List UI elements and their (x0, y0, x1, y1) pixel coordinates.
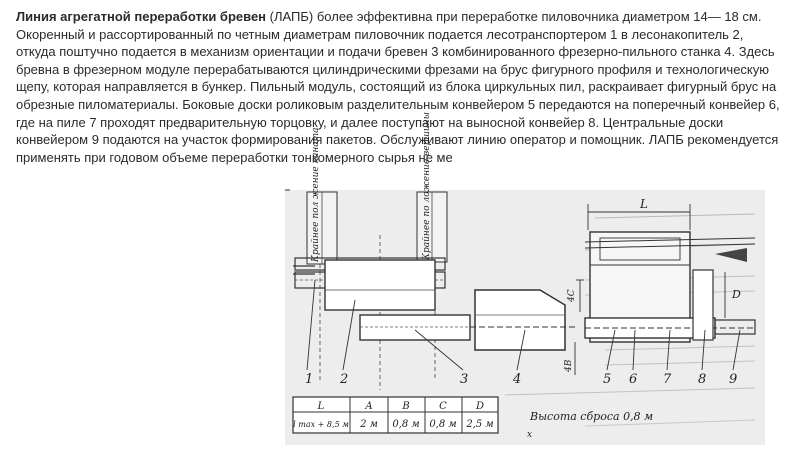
dim-label-l: L (640, 197, 648, 211)
line-scheme-figure (285, 112, 765, 445)
vertical-label-1: Крайнее пол жение каната (311, 127, 321, 262)
dimension-table (293, 397, 498, 433)
dim-label-d: D (732, 288, 741, 301)
table-header-c: C (439, 401, 447, 412)
table-row-label: l max + 8,5 м (293, 420, 349, 429)
drop-height-note: Высота сброса 0,8 м (530, 410, 654, 423)
table-value-b: 0,8 м (392, 419, 420, 430)
table-header-d: D (475, 401, 485, 412)
description-paragraph (16, 8, 784, 166)
part-number-2: 2 (340, 372, 349, 387)
table-value-d: 2,5 м (466, 419, 494, 430)
part-number-6: 6 (629, 372, 638, 387)
paragraph-body: (ЛАПБ) более эффективна при переработке пиловочника диаметром 14— 18 см. Окоренный и рассортированный по четным диаметрам пиловочник подается лесотранспортером 1 в лесонакопитель 2, откуда поштучно подается в механизм ориентации и подачи бревен 3 комбинированного фрезерно-пильного станка 4. Здесь бревна в фрезерном модуле перерабатываются цилиндрическими фрезами на брус фигурного профиля и технологическую щепу, которая направляется в бункер. Пильный модуль, состоящий из блока циркульных пил, раскраивает фигурный брус на обрезные пиломатериалы. Боковые доски роликовым разделительным конвейером 5 передаются на поперечный конвейер 6, где на пиле 7 проходят предварительную торцовку, и далее поступают на выносной конвейер 8. Центральные доски конвейером 9 подаются на участок формирования пакетов. Обслуживают линию оператор и помощник. ЛАПБ рекомендуется применять при годовом объеме переработки тонкомерного сырья не ме (16, 9, 780, 165)
table-value-a: 2 м (360, 419, 378, 430)
dim-label-4c: 4C (567, 289, 577, 302)
dimension-d (725, 272, 741, 318)
output-section (585, 232, 755, 342)
table-header-l: L (317, 401, 325, 412)
part-number-1: 1 (305, 372, 314, 387)
part-number-4: 4 (513, 372, 522, 387)
part-numbers (305, 372, 737, 387)
saw-blade-icon (715, 248, 747, 262)
line-scheme-drawing (285, 112, 765, 445)
table-header-b: B (402, 401, 410, 412)
part-number-9: 9 (729, 372, 738, 387)
table-value-c: 0,8 м (429, 419, 457, 430)
dim-label-4b: 4B (564, 359, 574, 372)
paragraph-bold-title: Линия агрегатной переработки бревен (16, 9, 267, 24)
part-number-3: 3 (460, 372, 469, 387)
part-number-7: 7 (663, 372, 672, 387)
part-number-8: 8 (698, 372, 707, 387)
dimension-4c (567, 280, 584, 312)
orientation-mechanism-3 (360, 315, 470, 340)
vertical-label-2: Крайнее по ложение вершины (422, 112, 432, 260)
dimension-l (588, 197, 690, 230)
part-number-5: 5 (603, 372, 612, 387)
x-mark: x (527, 430, 533, 440)
table-header-a: A (365, 401, 373, 412)
